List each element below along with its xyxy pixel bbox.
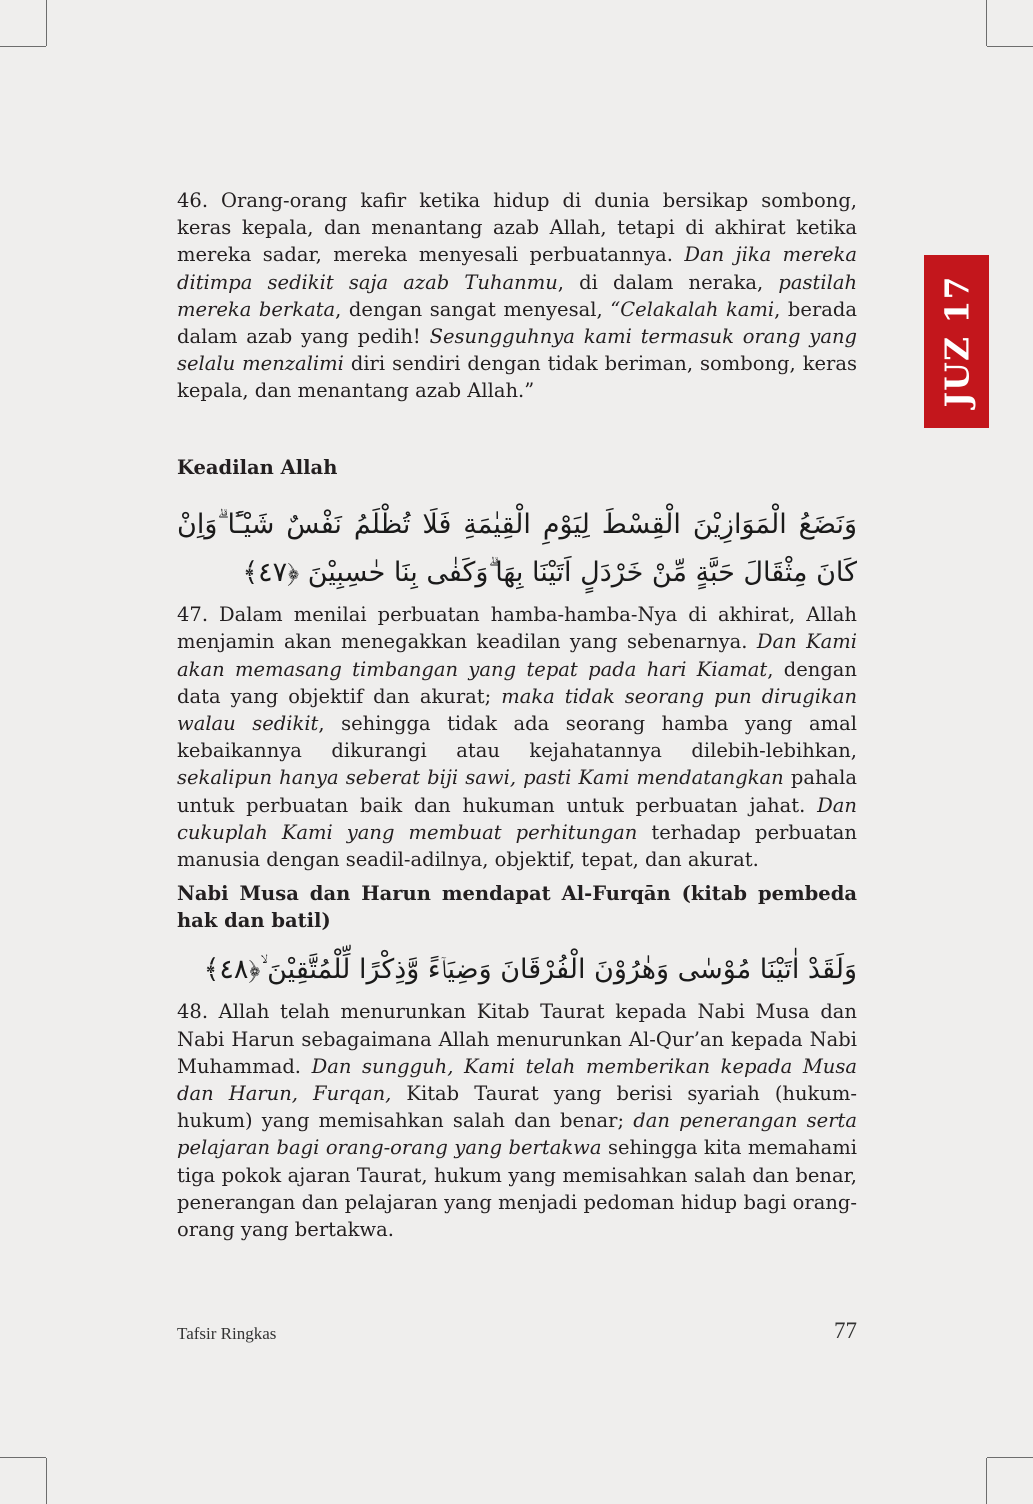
crop-mark: [46, 0, 47, 46]
juz-tab-label: JUZ 17: [937, 275, 976, 408]
commentary-47: 47. Dalam menilai perbuatan hamba-hamba-Nya di akhirat, Allah menjamin akan menegakkan keadilan yang sebenarnya. Dan Kami akan memasang timbangan yang tepat pada hari Kiamat, dengan data yang objektif dan akurat; maka tidak seorang pun dirugikan walau sedikit, sehingga tidak ada seorang hamba yang amal kebaikannya dikurangi atau kejahatannya dilebih-lebihkan, sekalipun hanya seberat biji sawi, pasti Kami mendatangkan pahala untuk perbuatan baik dan hukuman untuk perbuatan jahat. Dan cukuplah Kami yang membuat perhitungan terhadap perbuatan manusia dengan seadil-adilnya, objektif, tepat, dan akurat.: [177, 603, 858, 872]
footer-book-title: Tafsir Ringkas: [177, 1324, 277, 1343]
page-number: 77: [834, 1318, 857, 1343]
commentary-48: 48. Allah telah menurunkan Kitab Taurat kepada Nabi Musa dan Nabi Harun sebagaimana Allah menurunkan Al-Qur’an kepada Nabi Muhammad. Dan sungguh, Kami telah memberikan kepada Musa dan Harun, Furqan, Kitab Taurat yang berisi syariah (hukum-hukum) yang memisahkan salah dan benar; dan penerangan serta pelajaran bagi orang-orang yang bertakwa sehingga kita memahami tiga pokok ajaran Taurat, hukum yang memisahkan salah dan benar, penerangan dan pelajaran yang menjadi pedoman hidup bagi orang-orang yang bertakwa.: [177, 1000, 858, 1242]
arabic-verse-48: وَلَقَدْ اٰتَيْنَا مُوْسٰى وَهٰرُوْنَ الْفُرْقَانَ وَضِيَاۤءً وَّذِكْرًا لِّلْمُتَّقِيْنَ ۙ﴿٤٨﴾: [203, 954, 857, 986]
section-heading: Nabi Musa dan Harun mendapat Al-Furqān (kitab pembeda hak dan batil): [177, 882, 857, 933]
crop-mark: [986, 1458, 987, 1504]
crop-mark: [987, 46, 1033, 47]
crop-mark: [987, 1457, 1033, 1458]
arabic-verse-47: وَنَضَعُ الْمَوَازِيْنَ الْقِسْطَ لِيَوْمِ الْقِيٰمَةِ فَلَا تُظْلَمُ نَفْسٌ شَيْـًٔا ۗوَاِنْ كَانَ مِثْقَالَ حَبَّةٍ مِّنْ خَرْدَلٍ اَتَيْنَا بِهَا ۗوَكَفٰى بِنَا حٰسِبِيْنَ ﴿٤٧﴾: [177, 509, 857, 589]
verse-46-block: [177, 187, 857, 405]
section-musa-harun: [177, 880, 857, 1243]
juz-tab: [924, 255, 989, 428]
crop-mark: [46, 1458, 47, 1504]
crop-mark: [986, 0, 987, 46]
crop-mark: [0, 46, 46, 47]
section-keadilan-allah: [177, 454, 857, 873]
crop-mark: [0, 1457, 46, 1458]
section-heading: Keadilan Allah: [177, 456, 338, 479]
commentary-46: 46. Orang-orang kafir ketika hidup di dunia bersikap sombong, keras kepala, dan menantang azab Allah, tetapi di akhirat ketika mereka sadar, mereka menyesali perbuatannya. Dan jika mereka ditimpa sedikit saja azab Tuhanmu, di dalam neraka, pastilah mereka berkata, dengan sangat menyesal, “Celakalah kami, berada dalam azab yang pedih! Sesungguhnya kami termasuk orang yang selalu menzalimi diri sendiri dengan tidak beriman, sombong, keras kepala, dan menantang azab Allah.”: [177, 189, 858, 403]
